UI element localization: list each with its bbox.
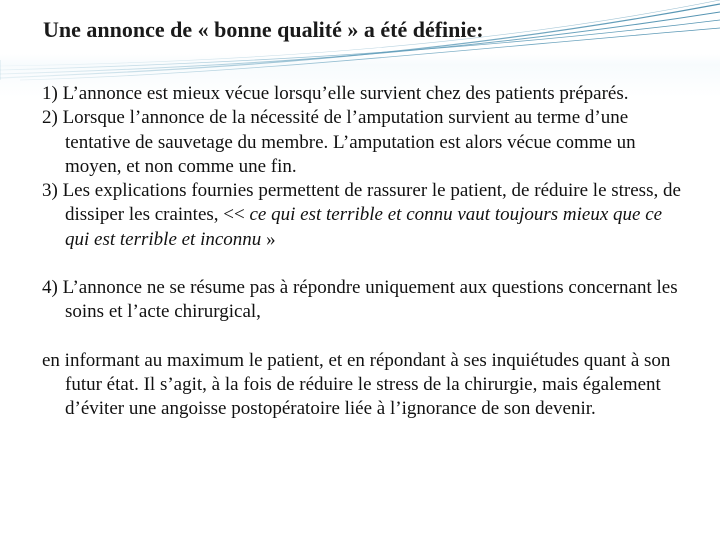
list-item: 1) L’annonce est mieux vécue lorsqu’elle survient chez des patients préparés. [42,83,629,104]
quote-text: ce qui est terrible et connu vaut toujours mieux que ce qui est terrible et inconnu [65,204,663,250]
spacer [42,252,682,276]
list-item: en informant au maximum le patient, et en répondant à ses inquiétudes quant à son futur état. Il s’agit, à la fois de réduire le stress de la chirurgie, mais également d’éviter une angoisse postopératoire liée à l’ignorance de son devenir. [42,349,671,420]
quote-close: » [261,228,276,250]
slide-title: Une annonce de « bonne qualité » a été définie: [43,17,484,42]
list-item: 4) L’annonce ne se résume pas à répondre uniquement aux questions concernant les soins et l’acte chirurgical, [42,277,678,323]
spacer [42,325,682,349]
slide-body [42,82,682,422]
list-item-text: 3) Les explications fournies permettent de rassurer le patient, de réduire le stress, de dissiper les craintes, << [42,180,681,226]
list-item [42,179,682,252]
list-item: 2) Lorsque l’annonce de la nécessité de l’amputation survient au terme d’une tentative de sauvetage du membre. L’amputation est alors vécue comme un moyen, et non comme une fin. [42,107,636,177]
